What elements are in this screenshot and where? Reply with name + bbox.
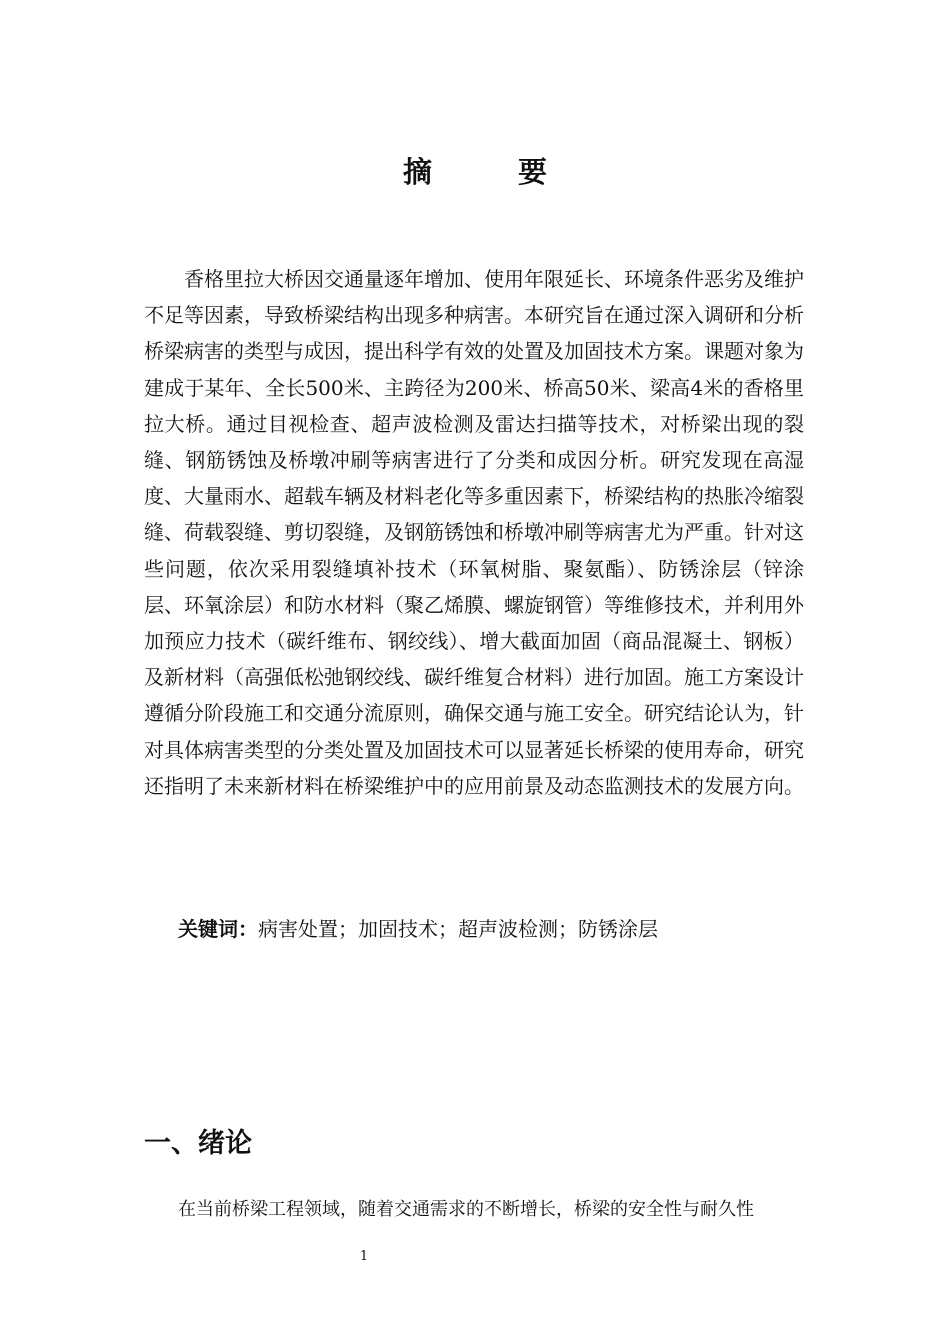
intro-paragraph: 在当前桥梁工程领域，随着交通需求的不断增长，桥梁的安全性与耐久性 xyxy=(178,1199,754,1220)
abstract-title: 摘 要 xyxy=(402,155,586,189)
keywords-label: 关键词： xyxy=(178,917,258,941)
section-heading: 一、绪论 xyxy=(144,1128,252,1159)
abstract-body: 香格里拉大桥因交通量逐年增加、使用年限延长、环境条件恶劣及维护不足等因素，导致桥梁结构出现多种病害。本研究旨在通过深入调研和分析桥梁病害的类型与成因，提出科学有效的处置及加固技术方案。课题对象为建成于某年、全长500米、主跨径为200米、桥高50米、梁高4米的香格里拉大桥。通过目视检查、超声波检测及雷达扫描等技术，对桥梁出现的裂缝、钢筋锈蚀及桥墩冲刷等病害进行了分类和成因分析。研究发现在高湿度、大量雨水、超载车辆及材料老化等多重因素下，桥梁结构的热胀冷缩裂缝、荷载裂缝、剪切裂缝，及钢筋锈蚀和桥墩冲刷等病害尤为严重。针对这些问题，依次采用裂缝填补技术（环氧树脂、聚氨酯）、防锈涂层（锌涂层、环氧涂层）和防水材料（聚乙烯膜、螺旋钢管）等维修技术，并利用外加预应力技术（碳纤维布、钢绞线）、增大截面加固（商品混凝土、钢板）及新材料（高强低松弛钢绞线、碳纤维复合材料）进行加固。施工方案设计遵循分阶段施工和交通分流原则，确保交通与施工安全。研究结论认为，针对具体病害类型的分类处置及加固技术可以显著延长桥梁的使用寿命，研究还指明了未来新材料在桥梁维护中的应用前景及动态监测技术的发展方向。 xyxy=(144,267,804,798)
keywords-text: 病害处置；加固技术；超声波检测；防锈涂层 xyxy=(258,917,658,941)
page-number: 1 xyxy=(359,1249,369,1264)
keywords-line xyxy=(178,911,658,947)
